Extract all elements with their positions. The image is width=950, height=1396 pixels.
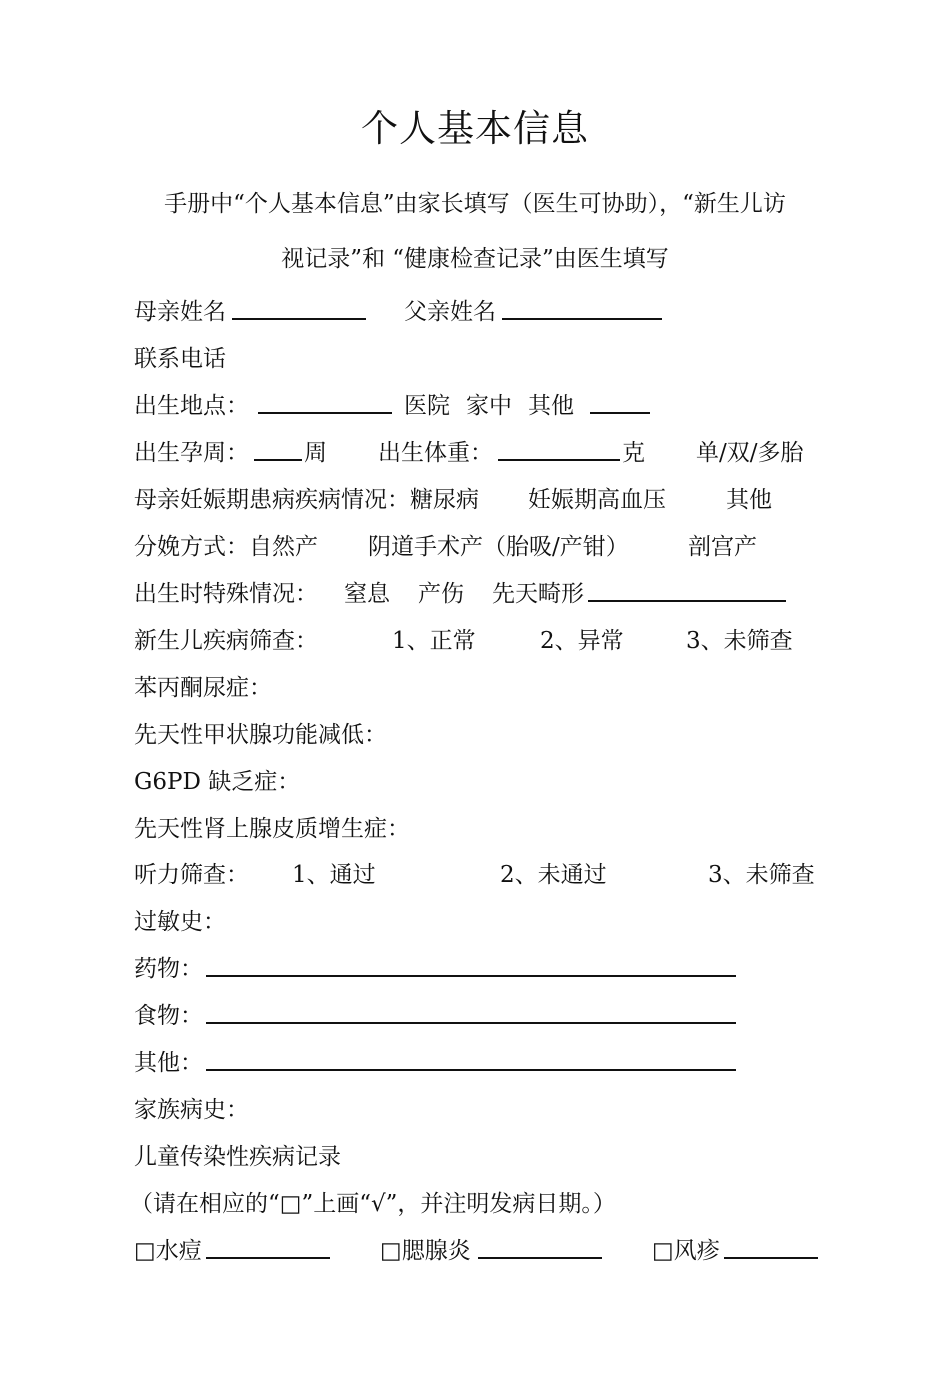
screening-normal[interactable]: 1、正常 [392, 628, 476, 654]
infectious-heading: 儿童传染性疾病记录 [134, 1144, 341, 1170]
gestation-row [134, 437, 834, 469]
special-label: 出生时特殊情况： [134, 581, 318, 607]
option-malformation[interactable]: 先天畸形 [492, 581, 584, 607]
intro-line-2: 视记录”和 “健康检查记录”由医生填写 [281, 246, 669, 272]
intro-line-1: 手册中“个人基本信息”由家长填写（医生可协助），“新生儿访 [164, 191, 786, 217]
option-assisted-delivery[interactable]: 阴道手术产（胎吸/产钳） [368, 534, 629, 560]
mother-name-field[interactable] [232, 296, 366, 320]
other-row [134, 1047, 834, 1079]
hearing-not-done[interactable]: 3、未筛查 [708, 862, 815, 888]
option-gestational-hypertension[interactable]: 妊娠期高血压 [528, 487, 666, 513]
food-row [134, 1000, 834, 1032]
mumps-date-field[interactable] [478, 1235, 602, 1259]
screening-not-done[interactable]: 3、未筛查 [686, 628, 793, 654]
option-home[interactable]: 家中 [466, 393, 512, 419]
gestation-field[interactable] [254, 437, 302, 461]
malformation-field[interactable] [588, 578, 786, 602]
other-label: 其他： [134, 1050, 203, 1076]
option-birth-injury[interactable]: 产伤 [418, 581, 464, 607]
birth-weight-field[interactable] [498, 437, 620, 461]
option-other[interactable]: 其他 [528, 393, 574, 419]
drug-label: 药物： [134, 956, 203, 982]
pregnancy-row [134, 484, 834, 516]
parents-row [134, 296, 834, 328]
hearing-fail[interactable]: 2、未通过 [500, 862, 607, 888]
family-history-label: 家族病史： [134, 1097, 249, 1123]
disease-mumps[interactable]: □腮腺炎 [380, 1238, 471, 1264]
hypothyroid-label: 先天性甲状腺功能减低： [134, 722, 387, 748]
delivery-row [134, 531, 834, 563]
option-hospital[interactable]: 医院 [404, 393, 450, 419]
gestation-label: 出生孕周： [134, 440, 249, 466]
mother-name-label: 母亲姓名 [134, 299, 226, 325]
hearing-row [134, 859, 834, 891]
food-label: 食物： [134, 1003, 203, 1029]
birth-weight-unit: 克 [622, 440, 645, 466]
screening-abnormal[interactable]: 2、异常 [540, 628, 624, 654]
other-field[interactable] [206, 1047, 736, 1071]
pregnancy-illness-label: 母亲妊娠期患病疾病情况：糖尿病 [134, 487, 479, 513]
multiple-birth[interactable]: 单/双/多胎 [696, 440, 804, 466]
birth-place-field[interactable] [258, 390, 392, 414]
pku-label: 苯丙酮尿症： [134, 675, 272, 701]
special-row [134, 578, 834, 610]
birth-place-label: 出生地点： [134, 393, 249, 419]
disease-rubella[interactable]: □风疹 [652, 1238, 720, 1264]
phone-label: 联系电话 [134, 346, 226, 372]
gestation-unit: 周 [304, 440, 327, 466]
drug-field[interactable] [206, 953, 736, 977]
father-name-label: 父亲姓名 [404, 299, 496, 325]
allergy-label: 过敏史： [134, 909, 226, 935]
birth-place-other-field[interactable] [590, 390, 650, 414]
screening-label: 新生儿疾病筛查： [134, 628, 318, 654]
chickenpox-date-field[interactable] [206, 1235, 330, 1259]
food-field[interactable] [206, 1000, 736, 1024]
birth-weight-label: 出生体重： [378, 440, 493, 466]
hearing-pass[interactable]: 1、通过 [292, 862, 376, 888]
birth-place-row [134, 390, 834, 422]
drug-row [134, 953, 834, 985]
cah-label: 先天性肾上腺皮质增生症： [134, 816, 410, 842]
father-name-field[interactable] [502, 296, 662, 320]
rubella-date-field[interactable] [724, 1235, 818, 1259]
diseases-row [134, 1235, 834, 1267]
screening-row [134, 625, 834, 657]
option-pregnancy-other[interactable]: 其他 [726, 487, 772, 513]
instruction-text: （请在相应的“□”上画“√”，并注明发病日期。） [130, 1191, 616, 1217]
option-cesarean[interactable]: 剖宫产 [688, 534, 757, 560]
g6pd-label: G6PD 缺乏症： [134, 769, 301, 795]
disease-chickenpox[interactable]: □水痘 [134, 1238, 202, 1264]
page-title: 个人基本信息 [361, 107, 589, 150]
option-asphyxia[interactable]: 窒息 [344, 581, 390, 607]
delivery-label: 分娩方式：自然产 [134, 534, 318, 560]
hearing-label: 听力筛查： [134, 862, 249, 888]
